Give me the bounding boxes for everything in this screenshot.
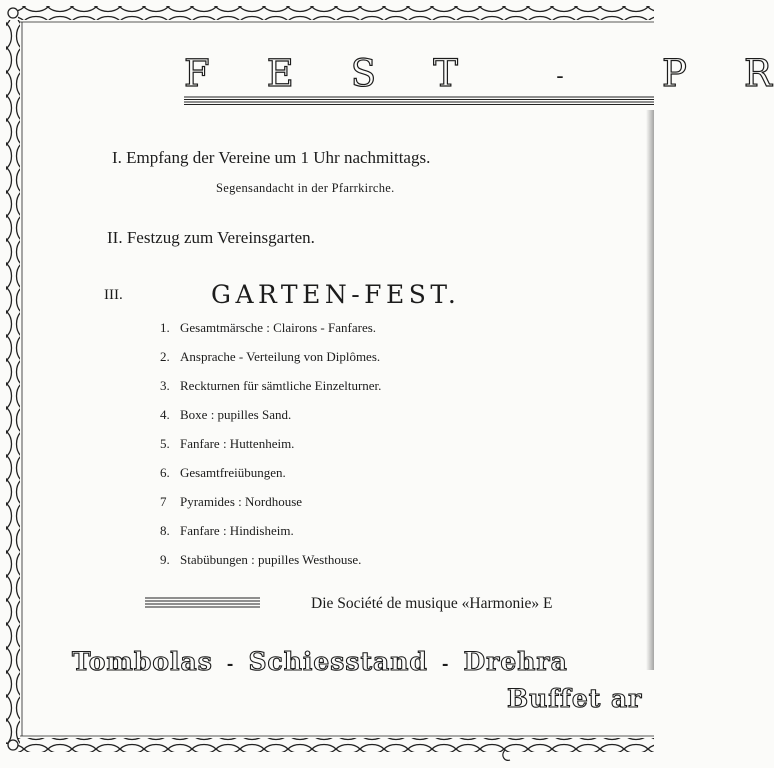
list-item: 2. Ansprache - Verteilung von Diplômes. [160,349,381,364]
program-item-3-roman: III. [104,287,123,303]
title-letter: R [743,52,774,95]
attractions-line [72,647,568,676]
title-letter: F [184,52,212,95]
title-dash: - [556,64,566,89]
program-item-1-sub: Segensandacht in der Pfarrkirche. [216,181,395,195]
attraction-schiesstand: Schiesstand [248,647,428,676]
title-letter: S [350,52,379,95]
program-item-2: II. Festzug zum Vereinsgarten. [107,228,315,247]
page-title [184,52,774,95]
decorative-rule [145,596,260,610]
list-item: 7 Pyramides : Nordhouse [160,494,303,509]
title-underline [184,96,654,106]
separator: - [226,654,235,673]
societe-line: Die Société de musique «Harmonie» E [311,595,553,612]
garten-fest-heading: GARTEN-FEST. [211,280,461,309]
attraction-tombolas: Tombolas [72,647,213,676]
list-item: 6. Gesamtfreiübungen. [160,465,286,480]
page-edge-shadow [646,110,654,670]
buffet-line: Buffet ar [507,684,643,713]
title-letter: P [662,52,689,95]
attraction-drehrad: Drehra [463,647,568,676]
list-item: 1. Gesamtmärsche : Clairons - Fanfares. [160,320,377,335]
list-item: 4. Boxe : pupilles Sand. [160,407,292,422]
list-item: 3. Reckturnen für sämtliche Einzelturner. [160,378,382,393]
list-item: 5. Fanfare : Huttenheim. [160,436,295,451]
separator: - [441,654,450,673]
list-item: 8. Fanfare : Hindisheim. [160,523,294,538]
title-letter: T [433,52,460,95]
title-letter: E [266,52,296,95]
list-item: 9. Stabübungen : pupilles Westhouse. [160,552,362,567]
program-item-1: I. Empfang der Vereine um 1 Uhr nachmittags. [112,148,431,167]
